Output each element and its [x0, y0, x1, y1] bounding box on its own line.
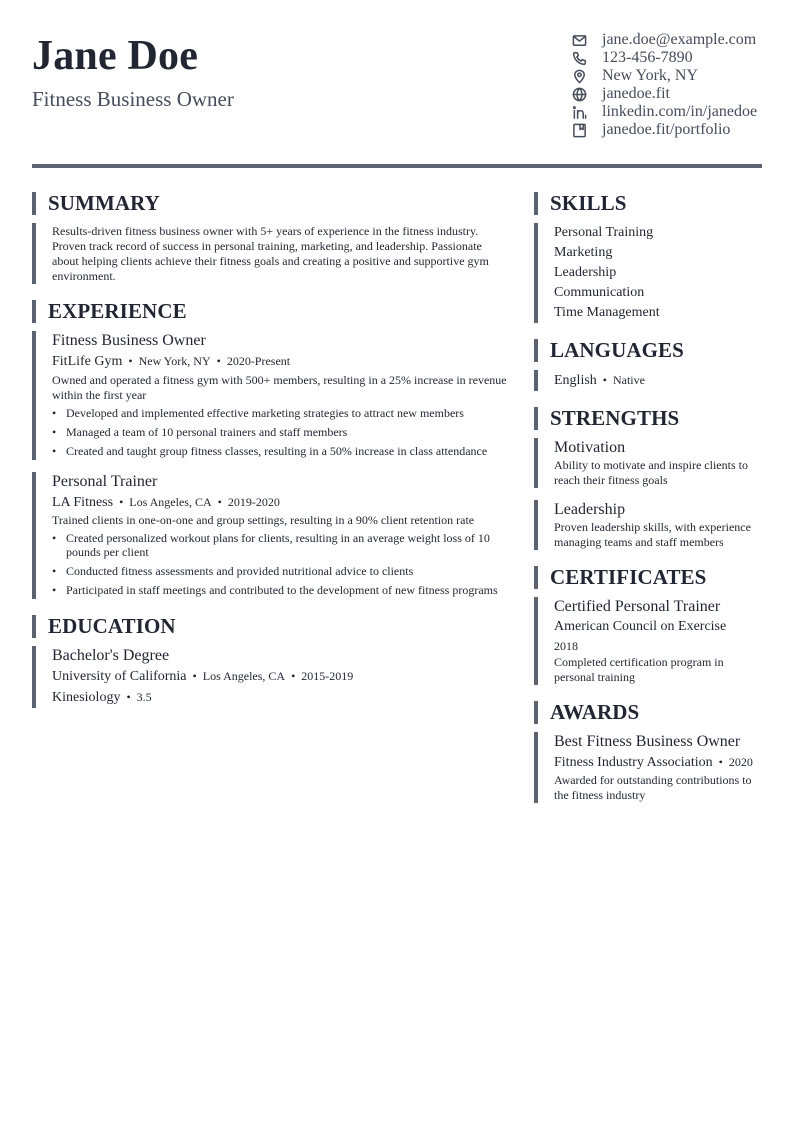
certificate-entry [534, 597, 762, 685]
job-company: FitLife Gym [52, 354, 123, 369]
bullet: • [52, 564, 57, 578]
contact-website-text: janedoe.fit [602, 85, 670, 102]
education-school: University of California [52, 669, 187, 684]
job-meta [52, 492, 508, 513]
contact-email-text: jane.doe@example.com [602, 31, 757, 48]
language-item [554, 370, 762, 391]
separator: • [217, 495, 222, 509]
resume-header [32, 0, 762, 164]
education-heading-text: EDUCATION [48, 614, 176, 638]
job-bullets [52, 406, 508, 458]
job-company: LA Fitness [52, 495, 114, 510]
job-summary: Trained clients in one-on-one and group settings, resulting in a 90% client retention rate [52, 513, 475, 527]
strengths-heading [534, 407, 762, 430]
certificates-heading [534, 566, 762, 589]
list-item [52, 531, 508, 559]
list-item [52, 564, 508, 578]
strength-title: Motivation [554, 439, 626, 456]
job-meta [52, 351, 508, 372]
candidate-title: Fitness Business Owner [32, 87, 234, 111]
summary-heading [32, 192, 508, 215]
education-heading [32, 615, 508, 638]
education-dates: 2015-2019 [301, 669, 354, 683]
strength-entry [534, 500, 762, 550]
award-meta [554, 752, 762, 773]
summary-section [32, 223, 508, 284]
strength-desc: Ability to motivate and inspire clients to reach their fitness goals [554, 458, 748, 487]
award-year: 2020 [728, 755, 753, 769]
mail-icon [571, 32, 587, 48]
list-item [52, 444, 508, 458]
separator: • [119, 495, 124, 509]
strength-desc: Proven leadership skills, with experience managing teams and staff members [554, 520, 751, 549]
education-field: Kinesiology [52, 690, 121, 705]
separator: • [216, 354, 221, 368]
bullet-text: Managed a team of 10 personal trainers and staff members [66, 425, 348, 439]
contact-location-text: New York, NY [602, 67, 699, 84]
contact-website[interactable] [562, 85, 762, 103]
award-title: Best Fitness Business Owner [554, 733, 741, 750]
location-pin-icon [571, 68, 587, 84]
skill-item: Time Management [554, 305, 660, 320]
contact-portfolio-text: janedoe.fit/portfolio [602, 121, 731, 138]
certificate-desc: Completed certification program in personal training [554, 655, 724, 684]
education-gpa: 3.5 [136, 690, 152, 704]
languages-heading-text: LANGUAGES [550, 338, 684, 362]
globe-icon [571, 86, 587, 102]
languages-section [534, 370, 762, 391]
award-issuer: Fitness Industry Association [554, 755, 713, 770]
languages-heading [534, 339, 762, 362]
bullet-text: Created personalized workout plans for clients, resulting in an average weight loss of 10 pounds per client [66, 531, 490, 559]
education-degree: Bachelor's Degree [52, 647, 170, 664]
bullet: • [52, 406, 57, 420]
education-field-row [52, 687, 508, 708]
candidate-name: Jane Doe [32, 33, 199, 79]
language-level: Native [612, 373, 645, 387]
summary-text: Results-driven fitness business owner with 5+ years of experience in the fitness industry. Proven track record of success in personal training, marketing, and leadership. Passionate about helping clients achieve their fitness goals and creating a positive and supportive gym environment. [52, 224, 489, 283]
strength-title: Leadership [554, 501, 626, 518]
contact-linkedin[interactable] [562, 103, 762, 121]
experience-entry [32, 472, 508, 599]
contact-linkedin-text: linkedin.com/in/janedoe [602, 103, 758, 120]
list-item [52, 406, 508, 420]
bullet-text: Created and taught group fitness classes, resulting in a 50% increase in class attendance [66, 444, 488, 458]
contact-portfolio[interactable] [562, 121, 762, 139]
separator: • [126, 690, 131, 704]
skill-item: Leadership [554, 265, 617, 280]
certificate-year: 2018 [554, 639, 578, 653]
linkedin-icon [571, 104, 587, 120]
experience-heading-text: EXPERIENCE [48, 299, 187, 323]
certificate-title: Certified Personal Trainer [554, 598, 721, 615]
award-desc: Awarded for outstanding contributions to the fitness industry [554, 773, 752, 802]
award-entry [534, 732, 762, 803]
bullet-text: Developed and implemented effective marketing strategies to attract new members [66, 406, 464, 420]
education-meta [52, 666, 508, 687]
header-divider [32, 164, 762, 168]
job-position: Fitness Business Owner [52, 332, 206, 349]
bullet: • [52, 425, 57, 439]
list-item [52, 425, 508, 439]
contact-location [562, 67, 762, 85]
left-column [32, 192, 508, 708]
skill-item: Marketing [554, 245, 613, 260]
skill-item: Communication [554, 285, 645, 300]
strengths-heading-text: STRENGTHS [550, 406, 680, 430]
strength-entry [534, 438, 762, 488]
bullet: • [52, 444, 57, 458]
bullet: • [52, 583, 57, 597]
bullet-text: Conducted fitness assessments and provided nutritional advice to clients [66, 564, 414, 578]
bookmark-icon [571, 122, 587, 138]
certificate-issuer: American Council on Exercise [554, 619, 727, 634]
right-column [534, 192, 762, 803]
phone-icon [571, 50, 587, 66]
contact-phone[interactable] [562, 49, 762, 67]
separator: • [192, 669, 197, 683]
education-entry [32, 646, 508, 708]
awards-heading-text: AWARDS [550, 700, 640, 724]
skills-section [534, 223, 762, 323]
separator: • [291, 669, 296, 683]
skills-heading-text: SKILLS [550, 191, 627, 215]
separator: • [602, 373, 607, 387]
job-bullets [52, 531, 508, 597]
separator: • [718, 755, 723, 769]
certificates-heading-text: CERTIFICATES [550, 565, 707, 589]
experience-entry [32, 331, 508, 460]
contact-email[interactable] [562, 31, 762, 49]
bullet-text: Participated in staff meetings and contributed to the development of new fitness programs [66, 583, 498, 597]
job-location: New York, NY [138, 354, 211, 368]
job-dates: 2020-Present [226, 354, 291, 368]
education-location: Los Angeles, CA [202, 669, 286, 683]
bullet: • [52, 531, 57, 545]
contact-phone-text: 123-456-7890 [602, 49, 693, 66]
list-item [52, 583, 508, 597]
experience-heading [32, 300, 508, 323]
awards-heading [534, 701, 762, 724]
job-dates: 2019-2020 [227, 495, 280, 509]
job-location: Los Angeles, CA [129, 495, 212, 509]
contact-list [562, 31, 762, 139]
skills-heading [534, 192, 762, 215]
skill-item: Personal Training [554, 225, 654, 240]
separator: • [128, 354, 133, 368]
job-position: Personal Trainer [52, 473, 158, 490]
job-summary: Owned and operated a fitness gym with 500+ members, resulting in a 25% increase in revenue within the first year [52, 373, 507, 402]
summary-heading-text: SUMMARY [48, 191, 160, 215]
language-name: English [554, 373, 597, 388]
